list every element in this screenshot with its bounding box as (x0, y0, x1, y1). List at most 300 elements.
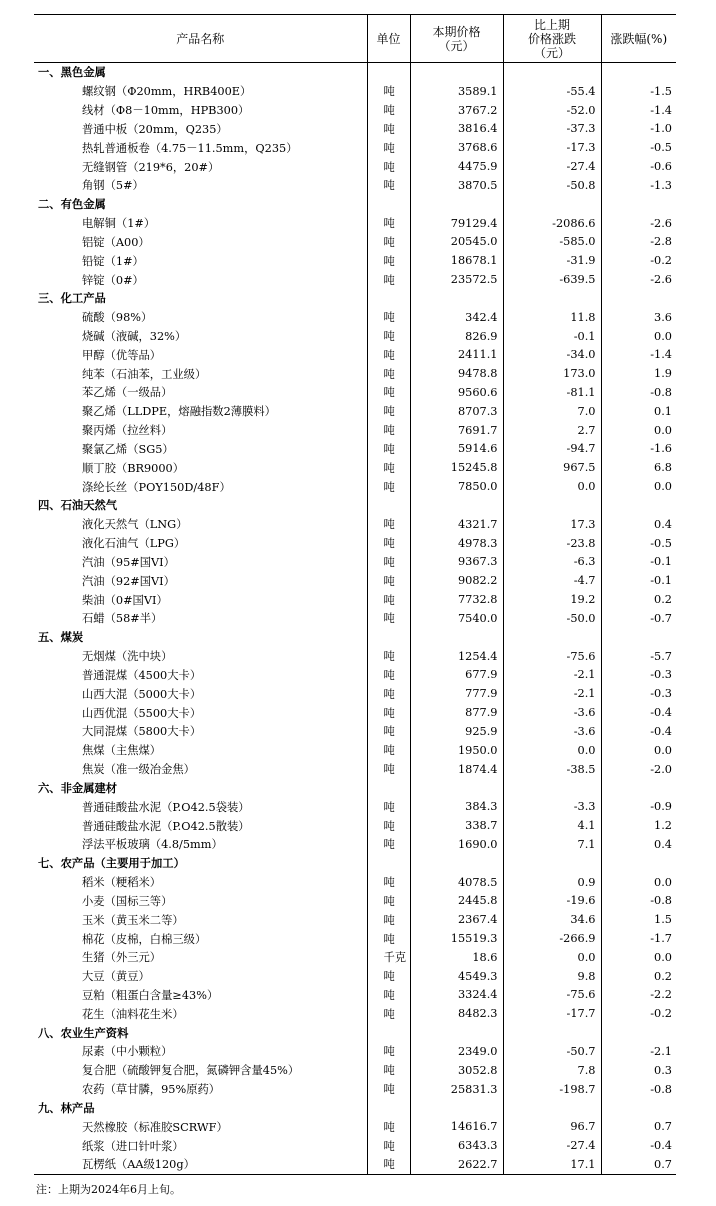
product-name-cell: 天然橡胶（标准胶SCRWF） (82, 1120, 228, 1134)
product-name-cell: 焦炭（准一级冶金焦） (82, 763, 195, 777)
product-name-cell: 热轧普通板卷（4.75－11.5mm，Q235） (82, 141, 298, 155)
change-cell: 96.7 (503, 1117, 601, 1136)
unit-cell: 吨 (367, 515, 410, 534)
table-row (34, 760, 676, 779)
change-cell: 2.7 (503, 421, 601, 440)
product-name-cell: 九、林产品 (38, 1100, 95, 1115)
percent-cell: 0.0 (601, 741, 676, 760)
price-cell: 3767.2 (410, 101, 503, 120)
product-name-cell: 铅锭（1#） (82, 254, 144, 268)
percent-cell: 0.2 (601, 967, 676, 986)
percent-cell: -1.6 (601, 440, 676, 459)
table-row (34, 816, 676, 835)
percent-cell: -1.4 (601, 345, 676, 364)
price-table (34, 14, 676, 1175)
table-row (34, 647, 676, 666)
category-row (34, 628, 676, 647)
price-cell (410, 1023, 503, 1042)
price-cell: 9082.2 (410, 571, 503, 590)
unit-cell: 吨 (367, 138, 410, 157)
unit-cell: 吨 (367, 383, 410, 402)
price-cell: 2367.4 (410, 910, 503, 929)
unit-cell: 吨 (367, 534, 410, 553)
table-row (34, 986, 676, 1005)
unit-cell: 吨 (367, 684, 410, 703)
change-cell: -75.6 (503, 986, 601, 1005)
product-name-cell: 普通混煤（4500大卡） (82, 668, 202, 682)
product-name-cell: 八、农业生产资料 (38, 1025, 129, 1040)
table-row (34, 534, 676, 553)
price-cell: 7732.8 (410, 590, 503, 609)
unit-cell (367, 195, 410, 214)
change-cell: 7.1 (503, 835, 601, 854)
price-cell: 4549.3 (410, 967, 503, 986)
change-cell: -585.0 (503, 232, 601, 251)
change-cell: 0.0 (503, 741, 601, 760)
table-row (34, 82, 676, 101)
table-row (34, 1042, 676, 1061)
percent-cell: 1.2 (601, 816, 676, 835)
price-cell: 3324.4 (410, 986, 503, 1005)
product-name-cell: 玉米（黄玉米二等） (82, 913, 184, 927)
product-name-cell: 复合肥（硫酸钾复合肥，氮磷钾含量45%） (82, 1064, 300, 1078)
price-cell: 2349.0 (410, 1042, 503, 1061)
change-cell: 7.8 (503, 1061, 601, 1080)
percent-cell: 6.8 (601, 458, 676, 477)
unit-cell: 吨 (367, 345, 410, 364)
table-row (34, 345, 676, 364)
price-cell: 826.9 (410, 327, 503, 346)
unit-cell: 吨 (367, 421, 410, 440)
price-cell: 9367.3 (410, 553, 503, 572)
change-cell: -17.7 (503, 1004, 601, 1023)
unit-cell: 吨 (367, 741, 410, 760)
price-cell: 9560.6 (410, 383, 503, 402)
percent-cell (601, 778, 676, 797)
table-row (34, 910, 676, 929)
table-row (34, 364, 676, 383)
product-name-cell: 纯苯（石油苯，工业级） (82, 367, 207, 381)
price-cell: 2411.1 (410, 345, 503, 364)
header-current-price: 本期价格 （元） (410, 15, 503, 63)
price-cell: 7691.7 (410, 421, 503, 440)
product-name-cell: 四、石油天然气 (38, 498, 118, 513)
product-name-cell: 六、非金属建材 (38, 780, 118, 795)
percent-cell (601, 195, 676, 214)
change-cell: 967.5 (503, 458, 601, 477)
product-name-cell: 铝锭（A00） (82, 235, 150, 249)
percent-cell: 3.6 (601, 308, 676, 327)
percent-cell: -0.1 (601, 571, 676, 590)
header-product-name: 产品名称 (34, 15, 367, 63)
price-cell: 1254.4 (410, 647, 503, 666)
change-cell: -17.3 (503, 138, 601, 157)
price-cell: 79129.4 (410, 214, 503, 233)
price-cell: 15519.3 (410, 929, 503, 948)
percent-cell: -0.6 (601, 157, 676, 176)
percent-cell: -0.5 (601, 138, 676, 157)
change-cell: 7.0 (503, 402, 601, 421)
unit-cell: 吨 (367, 232, 410, 251)
product-name-cell: 花生（油料花生米） (82, 1007, 184, 1021)
unit-cell (367, 778, 410, 797)
percent-cell: 0.7 (601, 1117, 676, 1136)
table-row (34, 553, 676, 572)
percent-cell: -0.1 (601, 553, 676, 572)
unit-cell: 吨 (367, 176, 410, 195)
product-name-cell: 七、农产品（主要用于加工） (38, 856, 185, 871)
change-cell: -0.1 (503, 327, 601, 346)
table-row (34, 609, 676, 628)
change-cell: -27.4 (503, 157, 601, 176)
table-row (34, 797, 676, 816)
percent-cell (601, 1099, 676, 1118)
table-row (34, 515, 676, 534)
change-cell: 0.0 (503, 948, 601, 967)
unit-cell: 吨 (367, 1155, 410, 1174)
percent-cell: -1.3 (601, 176, 676, 195)
header-unit: 单位 (367, 15, 410, 63)
percent-cell: -2.8 (601, 232, 676, 251)
percent-cell: 0.2 (601, 590, 676, 609)
table-row (34, 402, 676, 421)
table-row (34, 308, 676, 327)
percent-cell: -1.4 (601, 101, 676, 120)
change-cell: 11.8 (503, 308, 601, 327)
percent-cell: -2.2 (601, 986, 676, 1005)
percent-cell: 0.0 (601, 948, 676, 967)
price-cell: 5914.6 (410, 440, 503, 459)
table-row (34, 891, 676, 910)
change-cell: -639.5 (503, 270, 601, 289)
product-name-cell: 苯乙烯（一级品） (82, 386, 173, 400)
product-name-cell: 线材（Φ8－10mm，HPB300） (82, 104, 250, 118)
percent-cell: -0.5 (601, 534, 676, 553)
category-row (34, 1099, 676, 1118)
price-cell: 8707.3 (410, 402, 503, 421)
category-row (34, 289, 676, 308)
percent-cell: -0.8 (601, 383, 676, 402)
percent-cell: -1.5 (601, 82, 676, 101)
price-cell (410, 289, 503, 308)
product-name-cell: 电解铜（1#） (82, 217, 156, 231)
unit-cell: 吨 (367, 1080, 410, 1099)
unit-cell: 吨 (367, 929, 410, 948)
percent-cell: 1.9 (601, 364, 676, 383)
price-cell: 3816.4 (410, 119, 503, 138)
unit-cell: 吨 (367, 214, 410, 233)
percent-cell: 0.4 (601, 835, 676, 854)
table-row (34, 929, 676, 948)
percent-cell: -2.6 (601, 214, 676, 233)
table-row (34, 666, 676, 685)
price-cell: 6343.3 (410, 1136, 503, 1155)
percent-cell (601, 1023, 676, 1042)
product-name-cell: 小麦（国标三等） (82, 894, 173, 908)
price-cell: 18678.1 (410, 251, 503, 270)
price-cell: 4978.3 (410, 534, 503, 553)
unit-cell (367, 854, 410, 873)
percent-cell: -0.2 (601, 1004, 676, 1023)
price-cell: 925.9 (410, 722, 503, 741)
table-row (34, 101, 676, 120)
table-row (34, 1004, 676, 1023)
table-row (34, 1117, 676, 1136)
product-name-cell: 汽油（92#国VI） (82, 574, 175, 588)
product-name-cell: 无缝钢管（219*6，20#） (82, 160, 220, 174)
unit-cell (367, 1099, 410, 1118)
category-row (34, 1023, 676, 1042)
table-header (34, 15, 676, 63)
table-row (34, 440, 676, 459)
unit-cell: 吨 (367, 1117, 410, 1136)
percent-cell (601, 496, 676, 515)
change-cell: 4.1 (503, 816, 601, 835)
unit-cell: 吨 (367, 891, 410, 910)
product-name-cell: 无烟煤（洗中块） (82, 650, 173, 664)
product-name-cell: 普通硅酸盐水泥（P.O42.5散装） (82, 819, 250, 833)
product-name-cell: 顺丁胶（BR9000） (82, 461, 185, 475)
percent-cell: -5.7 (601, 647, 676, 666)
percent-cell: -0.2 (601, 251, 676, 270)
change-cell (503, 1023, 601, 1042)
price-cell: 342.4 (410, 308, 503, 327)
unit-cell (367, 628, 410, 647)
product-name-cell: 焦煤（主焦煤） (82, 744, 162, 758)
change-cell: -38.5 (503, 760, 601, 779)
change-cell: -75.6 (503, 647, 601, 666)
product-name-cell: 浮法平板玻璃（4.8/5mm） (82, 838, 223, 852)
change-cell: -2086.6 (503, 214, 601, 233)
price-cell: 677.9 (410, 666, 503, 685)
price-cell: 3870.5 (410, 176, 503, 195)
unit-cell: 吨 (367, 760, 410, 779)
table-row (34, 176, 676, 195)
product-name-cell: 大同混煤（5800大卡） (82, 725, 202, 739)
table-row (34, 458, 676, 477)
product-name-cell: 三、化工产品 (38, 291, 106, 306)
change-cell: -37.3 (503, 119, 601, 138)
product-name-cell: 五、煤炭 (38, 630, 84, 645)
unit-cell: 吨 (367, 157, 410, 176)
category-row (34, 63, 676, 82)
table-row (34, 214, 676, 233)
unit-cell: 吨 (367, 609, 410, 628)
table-row (34, 1061, 676, 1080)
product-name-cell: 聚乙烯（LLDPE，熔融指数2薄膜料） (82, 405, 276, 419)
unit-cell (367, 496, 410, 515)
product-name-cell: 山西大混（5000大卡） (82, 687, 202, 701)
change-cell: 0.0 (503, 477, 601, 496)
change-cell: -31.9 (503, 251, 601, 270)
table-row (34, 741, 676, 760)
percent-cell: -2.0 (601, 760, 676, 779)
price-cell: 3589.1 (410, 82, 503, 101)
unit-cell: 吨 (367, 816, 410, 835)
change-cell: -52.0 (503, 101, 601, 120)
product-name-cell: 聚氯乙烯（SG5） (82, 442, 174, 456)
unit-cell: 吨 (367, 553, 410, 572)
percent-cell: -0.4 (601, 703, 676, 722)
price-cell: 2445.8 (410, 891, 503, 910)
price-cell: 18.6 (410, 948, 503, 967)
change-cell: 34.6 (503, 910, 601, 929)
unit-cell: 吨 (367, 308, 410, 327)
percent-cell: 0.0 (601, 327, 676, 346)
price-cell (410, 778, 503, 797)
product-name-cell: 聚丙烯（拉丝料） (82, 424, 173, 438)
unit-cell: 千克 (367, 948, 410, 967)
table-row (34, 1136, 676, 1155)
category-row (34, 778, 676, 797)
percent-cell: -0.3 (601, 666, 676, 685)
table-row (34, 421, 676, 440)
price-cell: 338.7 (410, 816, 503, 835)
header-percent-change: 涨跌幅(%) (601, 15, 676, 63)
change-cell: -3.6 (503, 703, 601, 722)
change-cell (503, 289, 601, 308)
product-name-cell: 农药（草甘膦，95%原药） (82, 1083, 221, 1097)
percent-cell: -0.4 (601, 722, 676, 741)
percent-cell: 0.0 (601, 873, 676, 892)
percent-cell (601, 63, 676, 82)
percent-cell: 0.0 (601, 477, 676, 496)
category-row (34, 195, 676, 214)
percent-cell (601, 628, 676, 647)
change-cell: -50.7 (503, 1042, 601, 1061)
percent-cell: -0.8 (601, 1080, 676, 1099)
unit-cell (367, 289, 410, 308)
unit-cell: 吨 (367, 967, 410, 986)
unit-cell: 吨 (367, 119, 410, 138)
product-name-cell: 液化石油气（LPG） (82, 537, 186, 551)
change-cell: 173.0 (503, 364, 601, 383)
unit-cell (367, 1023, 410, 1042)
table-row (34, 327, 676, 346)
product-name-cell: 二、有色金属 (38, 197, 106, 212)
percent-cell (601, 289, 676, 308)
percent-cell: -2.1 (601, 1042, 676, 1061)
table-row (34, 232, 676, 251)
price-cell: 8482.3 (410, 1004, 503, 1023)
product-name-cell: 角钢（5#） (82, 179, 144, 193)
percent-cell (601, 854, 676, 873)
product-name-cell: 液化天然气（LNG） (82, 518, 188, 532)
price-cell: 7540.0 (410, 609, 503, 628)
percent-cell: -1.7 (601, 929, 676, 948)
price-cell: 4475.9 (410, 157, 503, 176)
change-cell: -27.4 (503, 1136, 601, 1155)
change-cell: -50.8 (503, 176, 601, 195)
product-name-cell: 稻米（粳稻米） (82, 876, 162, 890)
category-row (34, 496, 676, 515)
unit-cell: 吨 (367, 910, 410, 929)
table-row (34, 873, 676, 892)
unit-cell: 吨 (367, 647, 410, 666)
unit-cell (367, 63, 410, 82)
product-name-cell: 棉花（皮棉，白棉三级） (82, 932, 207, 946)
percent-cell: 0.4 (601, 515, 676, 534)
change-cell (503, 778, 601, 797)
price-cell: 4078.5 (410, 873, 503, 892)
percent-cell: 0.1 (601, 402, 676, 421)
product-name-cell: 尿素（中小颗粒） (82, 1045, 173, 1059)
change-cell (503, 854, 601, 873)
unit-cell: 吨 (367, 722, 410, 741)
change-cell (503, 628, 601, 647)
change-cell (503, 1099, 601, 1118)
price-cell: 23572.5 (410, 270, 503, 289)
change-cell: -266.9 (503, 929, 601, 948)
unit-cell: 吨 (367, 1004, 410, 1023)
change-cell: -2.1 (503, 666, 601, 685)
product-name-cell: 豆粕（粗蛋白含量≥43%） (82, 988, 219, 1002)
percent-cell: 1.5 (601, 910, 676, 929)
unit-cell: 吨 (367, 82, 410, 101)
price-cell: 877.9 (410, 703, 503, 722)
percent-cell: -0.8 (601, 891, 676, 910)
table-row (34, 835, 676, 854)
change-cell: -81.1 (503, 383, 601, 402)
change-cell (503, 63, 601, 82)
table-row (34, 477, 676, 496)
percent-cell: -2.6 (601, 270, 676, 289)
table-row (34, 722, 676, 741)
product-name-cell: 石蜡（58#半） (82, 612, 163, 626)
price-cell (410, 496, 503, 515)
change-cell (503, 195, 601, 214)
unit-cell: 吨 (367, 797, 410, 816)
price-cell (410, 628, 503, 647)
unit-cell: 吨 (367, 571, 410, 590)
change-cell: 17.3 (503, 515, 601, 534)
unit-cell: 吨 (367, 101, 410, 120)
change-cell: -94.7 (503, 440, 601, 459)
unit-cell: 吨 (367, 251, 410, 270)
percent-cell: -0.9 (601, 797, 676, 816)
price-cell: 15245.8 (410, 458, 503, 477)
footnote: 注：上期为2024年6月上旬。 (36, 1183, 181, 1196)
unit-cell: 吨 (367, 270, 410, 289)
product-name-cell: 汽油（95#国VI） (82, 555, 175, 569)
category-row (34, 854, 676, 873)
change-cell: 17.1 (503, 1155, 601, 1174)
price-cell: 4321.7 (410, 515, 503, 534)
change-cell: -198.7 (503, 1080, 601, 1099)
product-name-cell: 大豆（黄豆） (82, 970, 150, 984)
percent-cell: 0.0 (601, 421, 676, 440)
table-row (34, 270, 676, 289)
unit-cell: 吨 (367, 440, 410, 459)
unit-cell: 吨 (367, 477, 410, 496)
change-cell: -3.3 (503, 797, 601, 816)
change-cell: -19.6 (503, 891, 601, 910)
unit-cell: 吨 (367, 458, 410, 477)
price-cell: 9478.8 (410, 364, 503, 383)
price-cell (410, 854, 503, 873)
table-body (34, 63, 676, 1175)
price-cell (410, 63, 503, 82)
product-name-cell: 山西优混（5500大卡） (82, 706, 202, 720)
change-cell: -4.7 (503, 571, 601, 590)
price-cell: 777.9 (410, 684, 503, 703)
unit-cell: 吨 (367, 835, 410, 854)
price-cell: 3052.8 (410, 1061, 503, 1080)
unit-cell: 吨 (367, 1061, 410, 1080)
table-row (34, 703, 676, 722)
price-cell (410, 195, 503, 214)
change-cell: -23.8 (503, 534, 601, 553)
